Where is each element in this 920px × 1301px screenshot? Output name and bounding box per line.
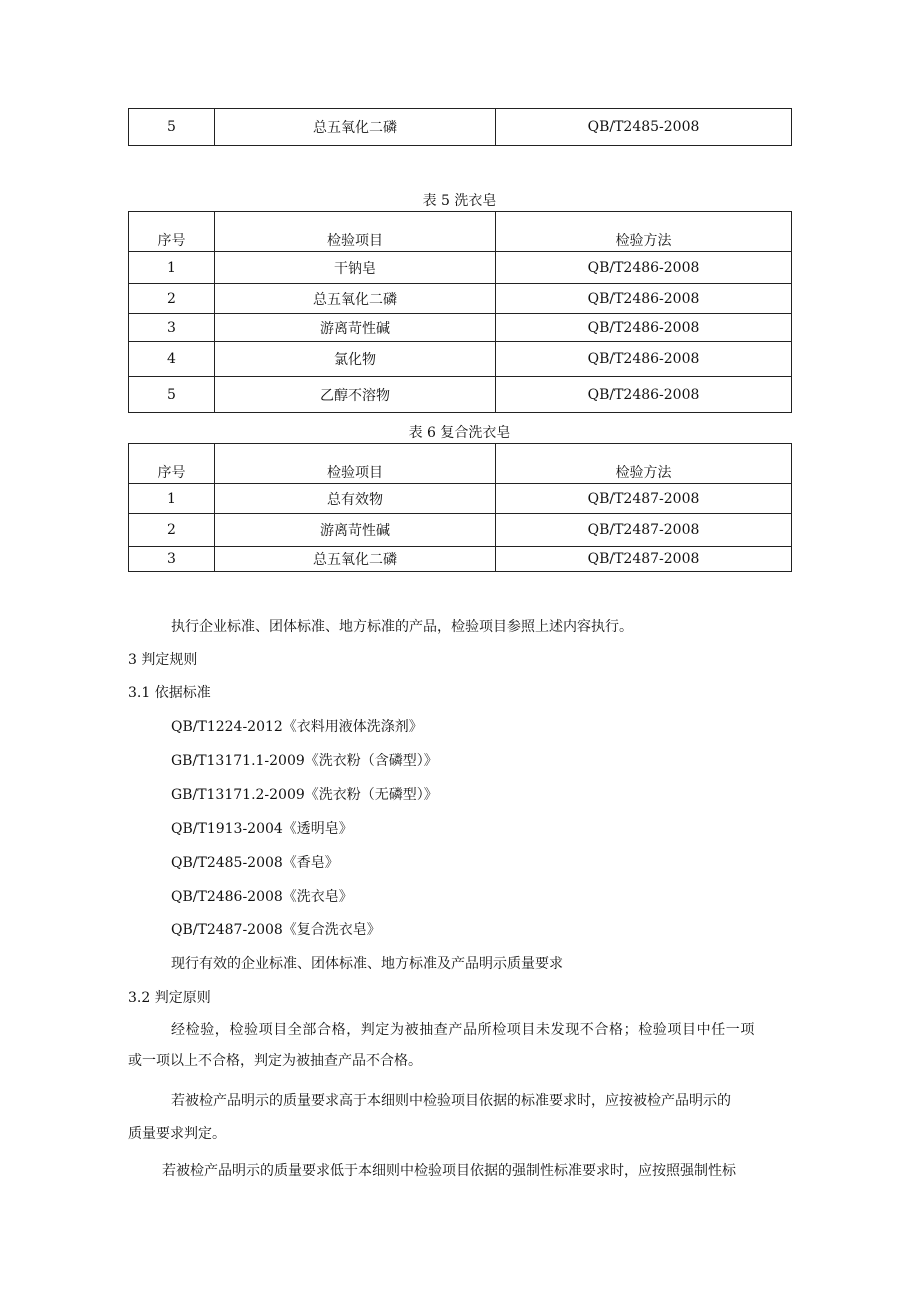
- heading-judgment-rules: 3 判定规则: [128, 652, 198, 668]
- table-row: [129, 547, 792, 572]
- paragraph-principle-line2: 或一项以上不合格，判定为被抽查产品不合格。: [128, 1053, 422, 1069]
- paragraph-current-standards: 现行有效的企业标准、团体标准、地方标准及产品明示质量要求: [171, 956, 563, 972]
- standard-item: QB/T2485-2008《香皂》: [171, 855, 339, 871]
- heading-basis-standards: 3.1 依据标准: [128, 685, 211, 701]
- cell-no: 5: [129, 109, 215, 146]
- cell-method: QB/T2486-2008: [496, 342, 792, 377]
- table-5: [128, 211, 792, 413]
- paragraph-lower-line1: 若被检产品明示的质量要求低于本细则中检验项目依据的强制性标准要求时，应按照强制性标: [162, 1163, 736, 1179]
- cell-item: 总五氧化二磷: [215, 109, 496, 146]
- cell-method: QB/T2486-2008: [496, 284, 792, 314]
- cell-no: 4: [129, 342, 215, 377]
- standard-item: QB/T1913-2004《透明皂》: [171, 821, 353, 837]
- header-method: 检验方法: [496, 444, 792, 484]
- cell-no: 1: [129, 484, 215, 514]
- paragraph-principle-line1: 经检验，检验项目全部合格，判定为被抽查产品所检项目未发现不合格；检验项目中任一项: [171, 1022, 755, 1038]
- cell-no: 3: [129, 314, 215, 342]
- cell-item: 游离苛性碱: [215, 314, 496, 342]
- cell-method: QB/T2486-2008: [496, 314, 792, 342]
- table-row: [129, 109, 792, 146]
- cell-item: 总五氧化二磷: [215, 284, 496, 314]
- header-method: 检验方法: [496, 212, 792, 252]
- table-6: [128, 443, 792, 572]
- table-row: [129, 514, 792, 547]
- table-header-row: [129, 444, 792, 484]
- cell-item: 干钠皂: [215, 252, 496, 284]
- cell-item: 氯化物: [215, 342, 496, 377]
- table-6-caption: 表 6 复合洗衣皂: [408, 425, 511, 441]
- cell-no: 3: [129, 547, 215, 572]
- header-no: 序号: [129, 212, 215, 252]
- table-5-caption: 表 5 洗衣皂: [422, 193, 497, 209]
- table-row: [129, 314, 792, 342]
- cell-no: 2: [129, 284, 215, 314]
- cell-method: QB/T2487-2008: [496, 484, 792, 514]
- paragraph-higher-line2: 质量要求判定。: [128, 1126, 226, 1142]
- standard-item: GB/T13171.2-2009《洗衣粉（无磷型）》: [171, 787, 438, 803]
- standard-item: GB/T13171.1-2009《洗衣粉（含磷型）》: [171, 753, 438, 769]
- header-item: 检验项目: [215, 212, 496, 252]
- cell-item: 总五氧化二磷: [215, 547, 496, 572]
- cell-item: 游离苛性碱: [215, 514, 496, 547]
- table-row: [129, 484, 792, 514]
- table-row: [129, 252, 792, 284]
- standard-item: QB/T2486-2008《洗衣皂》: [171, 889, 353, 905]
- paragraph-higher-line1: 若被检产品明示的质量要求高于本细则中检验项目依据的标准要求时，应按被检产品明示的: [171, 1093, 731, 1109]
- table-row: [129, 342, 792, 377]
- cell-method: QB/T2487-2008: [496, 514, 792, 547]
- cell-no: 1: [129, 252, 215, 284]
- standard-item: QB/T1224-2012《衣料用液体洗涤剂》: [171, 719, 423, 735]
- cell-method: QB/T2485-2008: [496, 109, 792, 146]
- table-row: [129, 284, 792, 314]
- paragraph-enterprise-standards: 执行企业标准、团体标准、地方标准的产品，检验项目参照上述内容执行。: [171, 619, 633, 635]
- cell-no: 2: [129, 514, 215, 547]
- cell-method: QB/T2486-2008: [496, 252, 792, 284]
- cell-method: QB/T2486-2008: [496, 377, 792, 413]
- heading-judgment-principle: 3.2 判定原则: [128, 990, 211, 1006]
- cell-item: 总有效物: [215, 484, 496, 514]
- header-item: 检验项目: [215, 444, 496, 484]
- header-no: 序号: [129, 444, 215, 484]
- table-row: [129, 377, 792, 413]
- cell-item: 乙醇不溶物: [215, 377, 496, 413]
- cell-no: 5: [129, 377, 215, 413]
- table-4-continuation: [128, 108, 792, 146]
- cell-method: QB/T2487-2008: [496, 547, 792, 572]
- standard-item: QB/T2487-2008《复合洗衣皂》: [171, 922, 381, 938]
- table-header-row: [129, 212, 792, 252]
